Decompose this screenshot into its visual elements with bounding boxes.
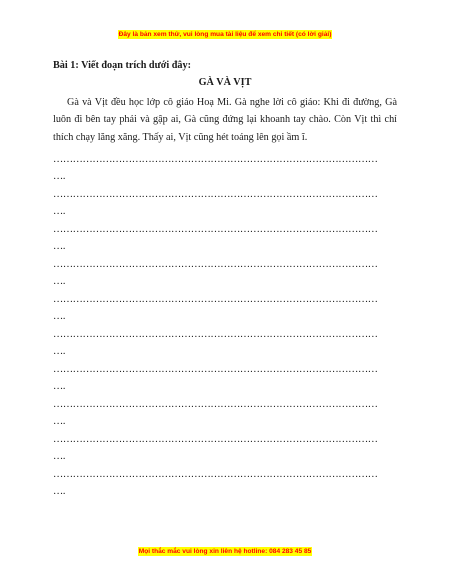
preview-notice-banner <box>0 27 450 39</box>
writing-line-tail: …. <box>53 311 66 323</box>
writing-line-tail: …. <box>53 171 66 183</box>
writing-line-tail: …. <box>53 451 66 463</box>
writing-line: ……………………………………………………………………………………… <box>53 223 378 235</box>
writing-line: ……………………………………………………………………………………… <box>53 153 378 165</box>
writing-line-tail: …. <box>53 206 66 218</box>
writing-line: ……………………………………………………………………………………… <box>53 433 378 445</box>
writing-line: ……………………………………………………………………………………… <box>53 188 378 200</box>
writing-area <box>53 151 397 501</box>
preview-notice-text: Đây là bản xem thử, vui lòng mua tài liệu để xem chi tiết (có lời giải) <box>118 31 332 38</box>
story-title: GÀ VÀ VỊT <box>198 77 252 89</box>
writing-line: ……………………………………………………………………………………… <box>53 468 378 480</box>
writing-line-tail: …. <box>53 486 66 498</box>
writing-line-tail: …. <box>53 241 66 253</box>
story-passage: Gà và Vịt đều học lớp cô giáo Hoạ Mi. Gà nghe lời cô giáo: Khi đi đường, Gà luôn đi bên tay phải và gập ai, Gà cũng đứng lại khoanh tay chào. Còn Vịt thì chỉ thích chạy lăng xăng. Thấy ai, Vịt cũng hét toáng lên gọi ầm ĩ. <box>53 96 397 143</box>
writing-line: ……………………………………………………………………………………… <box>53 258 378 270</box>
hotline-text: Mọi thắc mắc vui lòng xin liên hệ hotline: 084 283 45 85 <box>138 548 312 555</box>
writing-line: ……………………………………………………………………………………… <box>53 363 378 375</box>
writing-line-tail: …. <box>53 276 66 288</box>
writing-line: ……………………………………………………………………………………… <box>53 293 378 305</box>
hotline-footer <box>0 544 450 556</box>
writing-line: ……………………………………………………………………………………… <box>53 328 378 340</box>
writing-line-tail: …. <box>53 381 66 393</box>
exercise-content <box>53 58 397 501</box>
writing-line-tail: …. <box>53 416 66 428</box>
writing-line-tail: …. <box>53 346 66 358</box>
exercise-title: Bài 1: Viết đoạn trích dưới đây: <box>53 60 191 71</box>
writing-line: ……………………………………………………………………………………… <box>53 398 378 410</box>
